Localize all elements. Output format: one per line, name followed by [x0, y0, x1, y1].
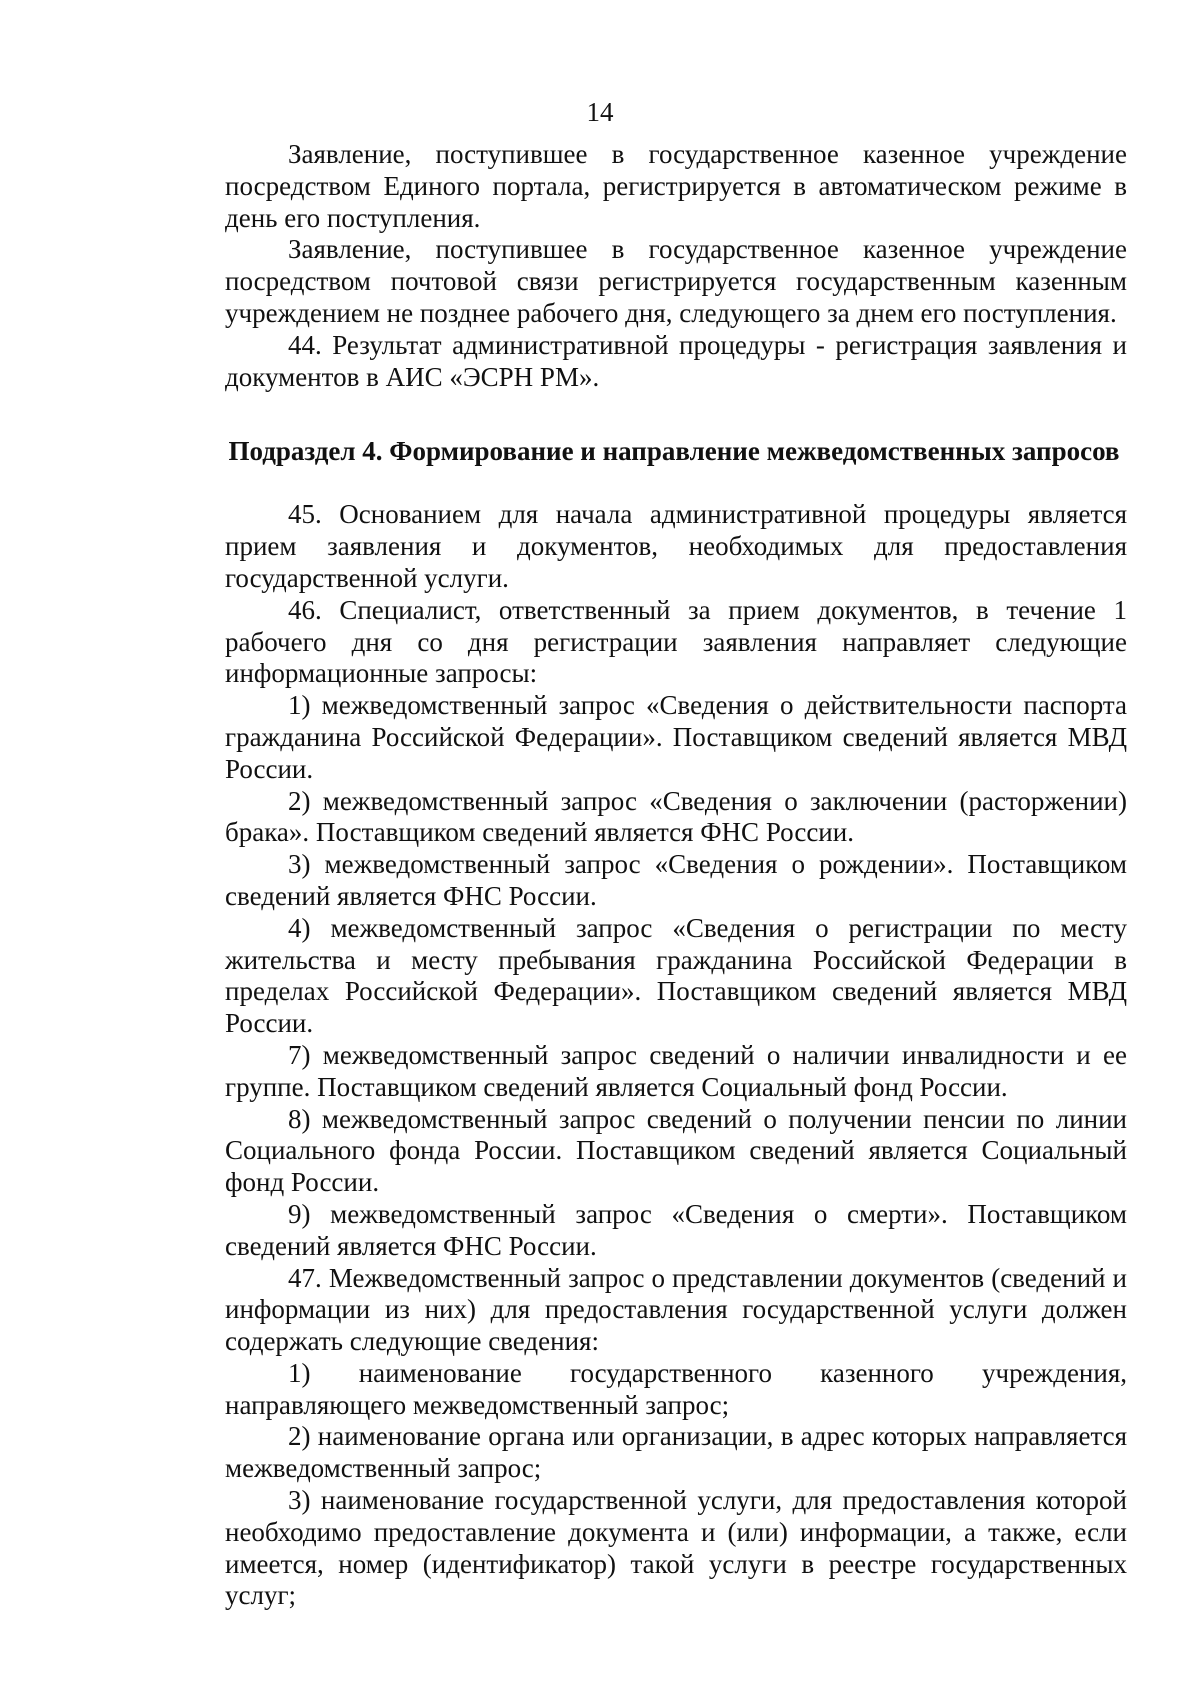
paragraph-44: 44. Результат административной процедуры - регистрация заявления и документов в АИС «ЭСРН РМ». [225, 329, 1127, 392]
list-item-passport-request: 1) межведомственный запрос «Сведения о действительности паспорта гражданина Российской Федерации». Поставщиком сведений является МВД России. [225, 690, 1127, 784]
list-item-recipient-organization: 2) наименование органа или организации, в адрес которых направляется межведомственный запрос; [225, 1421, 1127, 1484]
list-item-service-name: 3) наименование государственной услуги, для предоставления которой необходимо предоставление документа и (или) информации, а также, если имеется, номер (идентификатор) такой услуги в реестре государственных услуг; [225, 1485, 1127, 1611]
list-item-institution-name: 1) наименование государственного казенного учреждения, направляющего межведомственный запрос; [225, 1357, 1127, 1420]
list-item-death-request: 9) межведомственный запрос «Сведения о смерти». Поставщиком сведений является ФНС России. [225, 1198, 1127, 1261]
page-number: 14 [586, 97, 614, 127]
section-heading: Подраздел 4. Формирование и направление межведомственных запросов [228, 436, 1120, 467]
paragraph-47: 47. Межведомственный запрос о представлении документов (сведений и информации из них) для предоставления государственной услуги должен содержать следующие сведения: [225, 1262, 1127, 1357]
list-item-marriage-request: 2) межведомственный запрос «Сведения о заключении (расторжении) брака». Поставщиком сведений является ФНС России. [225, 785, 1127, 848]
paragraph-postal-registration: Заявление, поступившее в государственное казенное учреждение посредством почтовой связи регистрируется государственным казенным учреждением не позднее рабочего дня, следующего за днем его поступления. [225, 234, 1127, 328]
paragraph-46: 46. Специалист, ответственный за прием документов, в течение 1 рабочего дня со дня регистрации заявления направляет следующие информационные запросы: [225, 594, 1127, 689]
list-item-birth-request: 3) межведомственный запрос «Сведения о рождении». Поставщиком сведений является ФНС России. [225, 849, 1127, 911]
paragraph-45: 45. Основанием для начала административной процедуры является прием заявления и документов, необходимых для предоставления государственной услуги. [225, 499, 1127, 593]
paragraph-portal-registration: Заявление, поступившее в государственное казенное учреждение посредством Единого портала, регистрируется в автоматическом режиме в день его поступления. [225, 139, 1127, 233]
document-body [225, 139, 1127, 1612]
list-item-pension-request: 8) межведомственный запрос сведений о получении пенсии по линии Социального фонда России. Поставщиком сведений является Социальный фонд России. [225, 1103, 1127, 1198]
list-item-disability-request: 7) межведомственный запрос сведений о наличии инвалидности и ее группе. Поставщиком сведений является Социальный фонд России. [225, 1039, 1127, 1102]
list-item-residence-request: 4) межведомственный запрос «Сведения о регистрации по месту жительства и месту пребывания гражданина Российской Федерации в пределах Российской Федерации». Поставщиком сведений является МВД России. [225, 912, 1127, 1039]
